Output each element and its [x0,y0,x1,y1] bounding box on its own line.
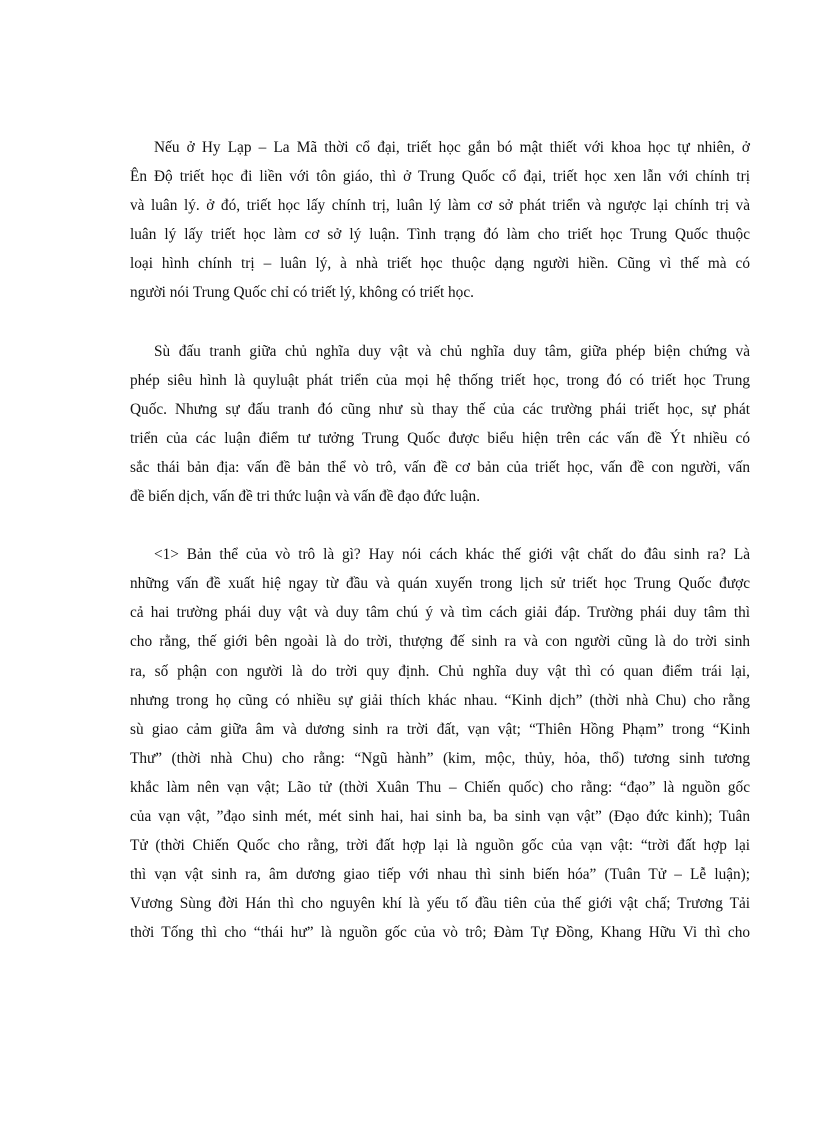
paragraph-gap [130,511,750,540]
text-line: Vương Sùng đời Hán thì cho nguyên khí là yếu tố đầu tiên của thế giới vật chấ; Trương Tải [130,895,750,913]
text-line: <1> Bản thể của vò trô là gì? Hay nói cách khác thế giới vật chất do đâu sinh ra? Là [154,546,750,564]
text-line: sắc thái bản địa: vấn đề bản thể vò trô, vấn đề cơ bản của triết học, vấn đề con người, vấn [130,458,750,476]
paragraph-gap [130,308,750,337]
document-body [130,133,750,947]
text-line: thì vạn vật sinh ra, âm dương giao tiếp với nhau thì sinh biến hóa” (Tuân Tử – Lễ luận); [130,866,750,884]
text-line: triển của các luận điểm tư tưởng Trung Quốc được biểu hiện trên các vấn đề Ýt nhiều có [130,429,750,447]
text-line: người nói Trung Quốc chỉ có triết lý, không có triết học. [130,284,474,302]
text-line: Ên Độ triết học đi liền với tôn giáo, thì ở Trung Quốc cổ đại, triết học xen lẫn với chính trị [130,168,750,186]
text-line: Thư” (thời nhà Chu) cho rằng: “Ngũ hành” (kim, mộc, thủy, hỏa, thổ) tương sinh tương [130,749,750,767]
text-line: những vấn đề xuất hiệ ngay từ đầu và quán xuyến trong lịch sử triết học Trung Quốc được [130,575,750,593]
paragraph-3 [130,540,750,947]
text-line: sù giao cảm giữa âm và dương sinh ra trời đất, vạn vật; “Thiên Hồng Phạm” trong “Kinh [130,720,750,738]
text-line: loại hình chính trị – luân lý, à nhà triết học thuộc dạng người hiền. Cũng vì thế mà có [130,255,750,273]
text-line: phép siêu hình là quyluật phát triển của mọi hệ thống triết học, trong đó có triết học Trung [130,371,750,389]
text-line: Sù đấu tranh giữa chủ nghĩa duy vật và chủ nghĩa duy tâm, giữa phép biện chứng và [154,342,750,360]
text-line: thời Tống thì cho “thái hư” là nguồn gốc của vò trô; Đàm Tự Đồng, Khang Hữu Vi thì cho [130,924,750,942]
text-line: cả hai trường phái duy vật và duy tâm chú ý và tìm cách giải đáp. Trường phái duy tâm thì [130,604,750,622]
paragraph-2 [130,337,750,512]
text-line: luân lý lấy triết học làm cơ sở lý luận. Tình trạng đó làm cho triết học Trung Quốc thuộc [130,226,750,244]
text-line: Quốc. Nhưng sự đấu tranh đó cũng như sù thay thế của các trường phái triết học, sự phát [130,400,750,418]
text-line: khắc làm nên vạn vật; Lão tử (thời Xuân Thu – Chiến quốc) cho rằng: “đạo” là nguồn gốc [130,778,750,796]
text-line: Tử (thời Chiến Quốc cho rằng, trời đất hợp lại là nguồn gốc của vạn vật: “trời đất hợp lại [130,837,750,855]
text-line: ra, số phận con người là do trời quy định. Chủ nghĩa duy vật thì có quan điểm trái lại, [130,662,750,680]
paragraph-1 [130,133,750,308]
text-line: Nếu ở Hy Lạp – La Mã thời cổ đại, triết học gắn bó mật thiết với khoa học tự nhiên, ở [154,139,750,156]
text-line: nhưng trong họ cũng có nhiều sự giải thích khác nhau. “Kinh dịch” (thời nhà Chu) cho rằng [130,691,750,709]
text-line: đề biến dịch, vấn đề tri thức luận và vấn đề đạo đức luận. [130,488,481,506]
text-line: cho rằng, thế giới bên ngoài là do trời, thượng đế sinh ra và con người cũng là do trời sinh [130,633,750,651]
text-line: và luân lý. ở đó, triết học lấy chính trị, luân lý làm cơ sở phát triển và ngược lại chính trị và [130,197,750,215]
text-line: của vạn vật, ”đạo sinh mét, mét sinh hai, hai sinh ba, ba sinh vạn vật” (Đạo đức kinh); Tuân [130,807,750,825]
